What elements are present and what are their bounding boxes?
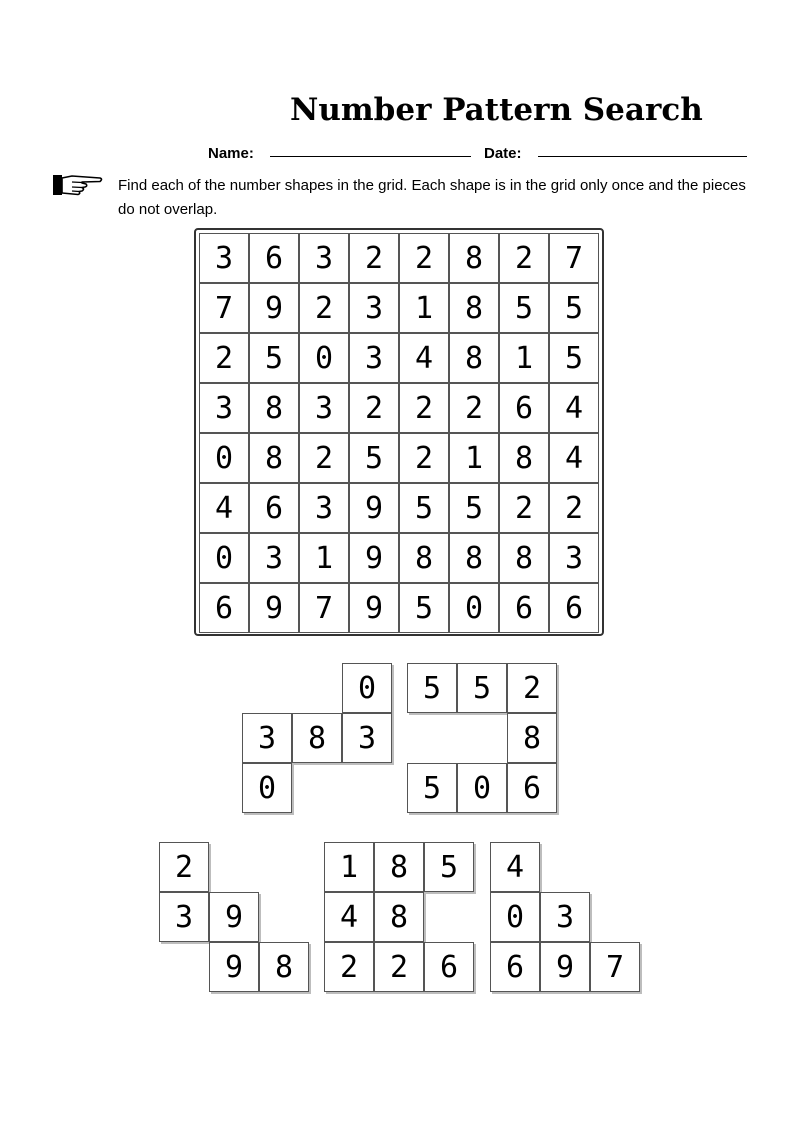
grid-cell[interactable]: 2 [499,233,549,283]
grid-cell[interactable]: 2 [499,483,549,533]
grid-cell[interactable]: 8 [249,433,299,483]
piece-cell: 3 [242,713,292,763]
piece-cell: 6 [490,942,540,992]
grid-cell[interactable]: 4 [399,333,449,383]
piece-cell: 9 [209,892,259,942]
grid-cell[interactable]: 3 [299,233,349,283]
grid-cell[interactable]: 6 [549,583,599,633]
piece-cell: 0 [342,663,392,713]
grid-cell[interactable]: 3 [549,533,599,583]
grid-cell[interactable]: 7 [199,283,249,333]
date-field[interactable] [538,156,747,157]
grid-cell[interactable]: 8 [449,333,499,383]
grid-cell[interactable]: 8 [499,533,549,583]
piece-cell: 1 [324,842,374,892]
grid-cell[interactable]: 8 [249,383,299,433]
grid-cell[interactable]: 2 [199,333,249,383]
grid-cell[interactable]: 9 [349,583,399,633]
piece-cell: 7 [590,942,640,992]
piece-cell: 5 [457,663,507,713]
grid-cell[interactable]: 9 [349,533,399,583]
grid-cell[interactable]: 4 [199,483,249,533]
date-label: Date: [484,145,522,162]
grid-cell[interactable]: 5 [549,333,599,383]
grid-cell[interactable]: 8 [449,533,499,583]
grid-cell[interactable]: 8 [449,283,499,333]
grid-cell[interactable]: 4 [549,433,599,483]
piece-cell: 8 [374,842,424,892]
grid-cell[interactable]: 3 [299,483,349,533]
piece-cell: 9 [209,942,259,992]
piece-cell: 8 [292,713,342,763]
grid-cell[interactable]: 2 [349,383,399,433]
grid-cell[interactable]: 0 [199,533,249,583]
grid-cell[interactable]: 6 [249,483,299,533]
piece-cell: 4 [490,842,540,892]
piece-cell: 3 [540,892,590,942]
grid-cell[interactable]: 8 [499,433,549,483]
instructions: Find each of the number shapes in the grid. Each shape is in the grid only once and the pieces do not overlap. [118,177,746,218]
grid-cell[interactable]: 8 [399,533,449,583]
grid-cell[interactable]: 6 [499,583,549,633]
grid-cell[interactable]: 2 [549,483,599,533]
piece-cell: 3 [159,892,209,942]
grid-cell[interactable]: 5 [349,433,399,483]
piece-cell: 2 [374,942,424,992]
name-field[interactable] [270,156,471,157]
grid-cell[interactable]: 3 [199,233,249,283]
grid-cell[interactable]: 2 [399,383,449,433]
grid-cell[interactable]: 6 [249,233,299,283]
grid-cell[interactable]: 5 [549,283,599,333]
piece-cell: 8 [374,892,424,942]
piece-cell: 2 [324,942,374,992]
grid-cell[interactable]: 9 [249,583,299,633]
piece-cell: 0 [242,763,292,813]
piece-cell: 0 [457,763,507,813]
piece-cell: 2 [507,663,557,713]
grid-cell[interactable]: 3 [249,533,299,583]
piece-cell: 2 [159,842,209,892]
grid-cell[interactable]: 0 [199,433,249,483]
grid-cell[interactable]: 4 [549,383,599,433]
grid-cell[interactable]: 1 [299,533,349,583]
grid-cell[interactable]: 9 [349,483,399,533]
grid-cell[interactable]: 7 [299,583,349,633]
grid-cell[interactable]: 2 [299,283,349,333]
piece-cell: 8 [507,713,557,763]
grid-cell[interactable]: 3 [349,283,399,333]
grid-cell[interactable]: 5 [399,583,449,633]
piece-cell: 4 [324,892,374,942]
grid-cell[interactable]: 5 [499,283,549,333]
piece-cell: 6 [507,763,557,813]
piece-cell: 9 [540,942,590,992]
grid-cell[interactable]: 0 [449,583,499,633]
grid-cell[interactable]: 7 [549,233,599,283]
grid-cell[interactable]: 9 [249,283,299,333]
grid-cell[interactable]: 5 [449,483,499,533]
piece-cell: 0 [490,892,540,942]
grid-cell[interactable]: 2 [399,233,449,283]
grid-cell[interactable]: 2 [399,433,449,483]
pointing-hand-icon [52,172,104,198]
page-title: Number Pattern Search [290,92,703,128]
grid-cell[interactable]: 1 [449,433,499,483]
grid-cell[interactable]: 6 [499,383,549,433]
grid-cell[interactable]: 0 [299,333,349,383]
piece-cell: 6 [424,942,474,992]
grid-cell[interactable]: 1 [499,333,549,383]
grid-cell[interactable]: 2 [349,233,399,283]
piece-cell: 5 [424,842,474,892]
grid-cell[interactable]: 2 [449,383,499,433]
grid-cell[interactable]: 5 [399,483,449,533]
name-label: Name: [208,145,254,162]
piece-cell: 5 [407,763,457,813]
grid-cell[interactable]: 3 [299,383,349,433]
grid-cell[interactable]: 1 [399,283,449,333]
grid-cell[interactable]: 5 [249,333,299,383]
grid-cell[interactable]: 8 [449,233,499,283]
piece-cell: 3 [342,713,392,763]
grid-cell[interactable]: 3 [199,383,249,433]
piece-cell: 5 [407,663,457,713]
piece-cell: 8 [259,942,309,992]
grid-cell[interactable]: 2 [299,433,349,483]
grid-cell[interactable]: 6 [199,583,249,633]
grid-cell[interactable]: 3 [349,333,399,383]
